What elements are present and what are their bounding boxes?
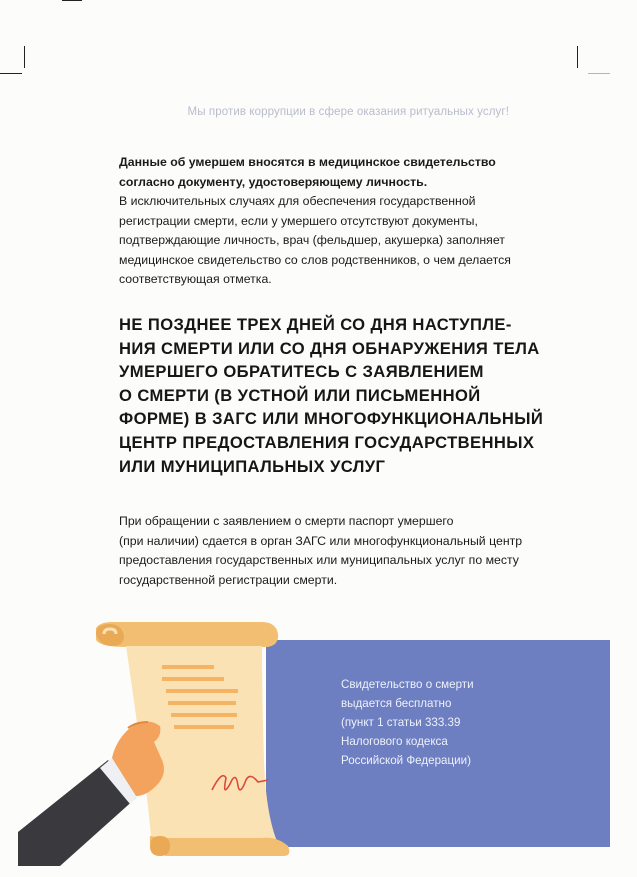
heading-line: ФОРМЕ) В ЗАГС ИЛИ МНОГОФУНКЦИОНАЛЬНЫЙ (119, 409, 544, 429)
callout-line: (пункт 1 статьи 333.39 (341, 716, 461, 729)
heading-line: НЕ ПОЗДНЕЕ ТРЕХ ДНЕЙ СО ДНЯ НАСТУПЛЕ- (119, 315, 512, 334)
heading-line: УМЕРШЕГО ОБРАТИТЕСЬ С ЗАЯВЛЕНИЕМ (119, 362, 484, 382)
header-tagline: Мы против коррупции в сфере оказания ритуальных услуг! (187, 106, 509, 118)
callout-line: Свидетельство о смерти (341, 678, 474, 691)
hand-icon (18, 721, 164, 866)
callout-line: выдается бесплатно (341, 697, 452, 710)
paragraph-line: (при наличии) сдается в орган ЗАГС или многофункциональный центр (119, 533, 523, 548)
paragraph-line: государственной регистрации смерти. (119, 572, 338, 587)
paragraph-line: При обращении с заявлением о смерти паспорт умершего (119, 514, 454, 528)
intro-body-line: В исключительных случаях для обеспечения государственной (119, 194, 476, 208)
callout-line: Российской Федерации) (341, 754, 471, 767)
paragraph-line: предоставления государственных или муниципальных услуг по месту (119, 553, 519, 567)
intro-body-line: регистрации смерти, если у умершего отсутствуют документы, (119, 213, 478, 228)
heading-line: НИЯ СМЕРТИ ИЛИ СО ДНЯ ОБНАРУЖЕНИЯ ТЕЛА (119, 338, 540, 358)
heading-line: ИЛИ МУНИЦИПАЛЬНЫХ УСЛУГ (119, 456, 386, 476)
callout-line: Налогового кодекса (341, 735, 448, 748)
heading-line: ЦЕНТР ПРЕДОСТАВЛЕНИЯ ГОСУДАРСТВЕННЫХ (119, 432, 535, 452)
callout-text (341, 675, 561, 770)
intro-bold-line: Данные об умершем вносятся в медицинское свидетельство (119, 155, 496, 169)
intro-body-line: подтверждающие личность, врач (фельдшер, акушерка) заполняет (119, 233, 505, 247)
intro-body-line: соответствующая отметка. (119, 272, 272, 286)
intro-bold-line: согласно документу, удостоверяющему личность. (119, 174, 428, 189)
heading-line: О СМЕРТИ (В УСТНОЙ ИЛИ ПИСЬМЕННОЙ (119, 385, 481, 405)
intro-body-line: медицинское свидетельство со слов родственников, о чем делается (119, 252, 511, 267)
